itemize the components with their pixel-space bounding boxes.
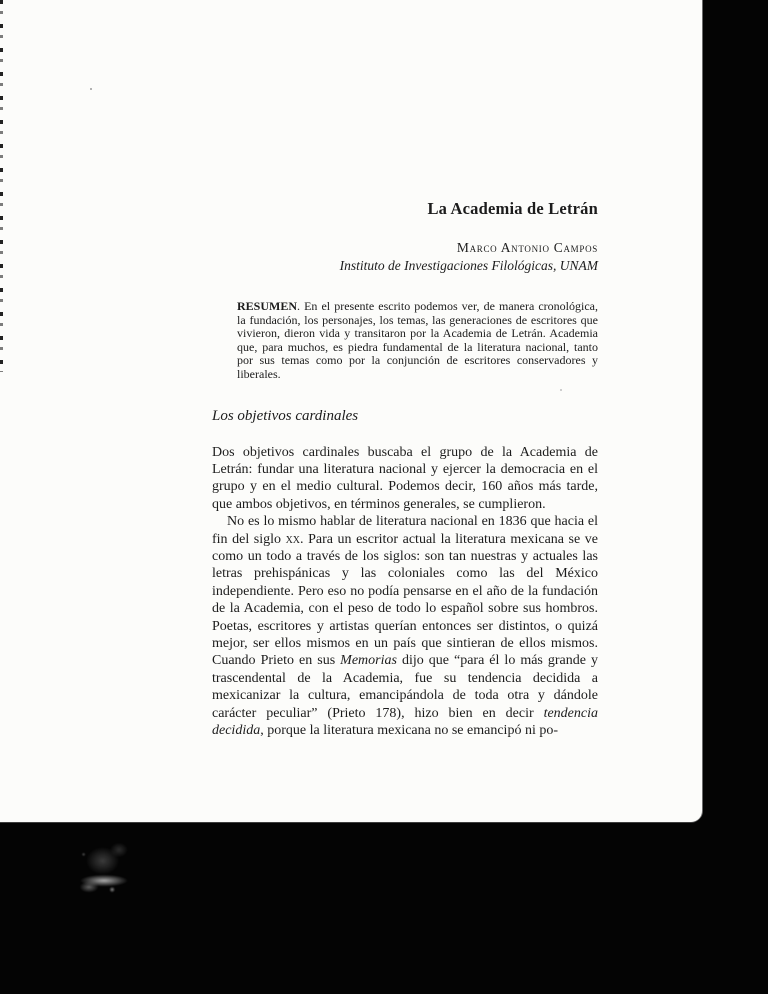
- text-run: , porque la literatura mexicana no se emancipó ni po-: [260, 723, 558, 739]
- author-affiliation: Instituto de Investigaciones Filológicas, UNAM: [339, 258, 598, 273]
- article-title: La Academia de Letrán: [427, 199, 598, 218]
- ink-smudge: [70, 832, 138, 896]
- abstract-text: . En el presente escrito podemos ver, de manera cronológica, la fundación, los personajes, los temas, las generaciones de escritores que vivieron, dieron vida y transitaron por la Academia de Letrán. Academia que, para muchos, es piedra fundamental de la literatura nacional, tanto por sus temas como por la conjunción de escritores conservadores y liberales.: [237, 299, 598, 381]
- italic-run: Memorias: [340, 653, 397, 669]
- paragraph: [212, 513, 598, 739]
- abstract: [237, 300, 598, 382]
- text-column: [212, 200, 598, 739]
- text-run: . Para un escritor actual la literatura mexicana se ve como un todo a través de los siglos: son tan nuestras y actuales las letras prehispánicas y las coloniales como las del México independiente. Pero eso no podía pensarse en el año de la fundación de la Academia, con el peso de todo lo español sobre sus hombros. Poetas, escritores y artistas querían entonces ser distintos, o quizá mejor, ser ellos mismos en un país que sintieran de ellos mismos. Cuando Prieto en sus: [212, 531, 598, 669]
- text-run: Dos objetivos cardinales buscaba el grupo de la Academia de Letrán: fundar una literatura nacional y ejercer la democracia en el grupo y en el medio cultural. Podemos decir, 160 años más tarde, que ambos objetivos, en términos generales, se cumplieron.: [212, 444, 598, 512]
- paragraph: [212, 444, 598, 514]
- article-body: [212, 444, 598, 740]
- scan-edge-marks: [0, 0, 3, 372]
- italic-run: tendencia decidida: [212, 705, 598, 739]
- abstract-label: RESUMEN: [237, 299, 298, 313]
- section-heading: Los objetivos cardinales: [212, 407, 359, 424]
- text-run: dijo que “para él lo más grande y trascendental de la Academia, fue su tendencia decidida a mexicanizar la cultura, emancipándola de toda otra y dándole carácter peculiar” (Prieto 178), hizo bien en decir: [212, 653, 598, 721]
- text-run: No es lo mismo hablar de literatura nacional en 1836 que hacia el fin del siglo: [212, 514, 598, 547]
- author-name: Marco Antonio Campos: [456, 240, 598, 255]
- small-caps-run: xx: [285, 531, 301, 547]
- scan-speck: [90, 88, 92, 90]
